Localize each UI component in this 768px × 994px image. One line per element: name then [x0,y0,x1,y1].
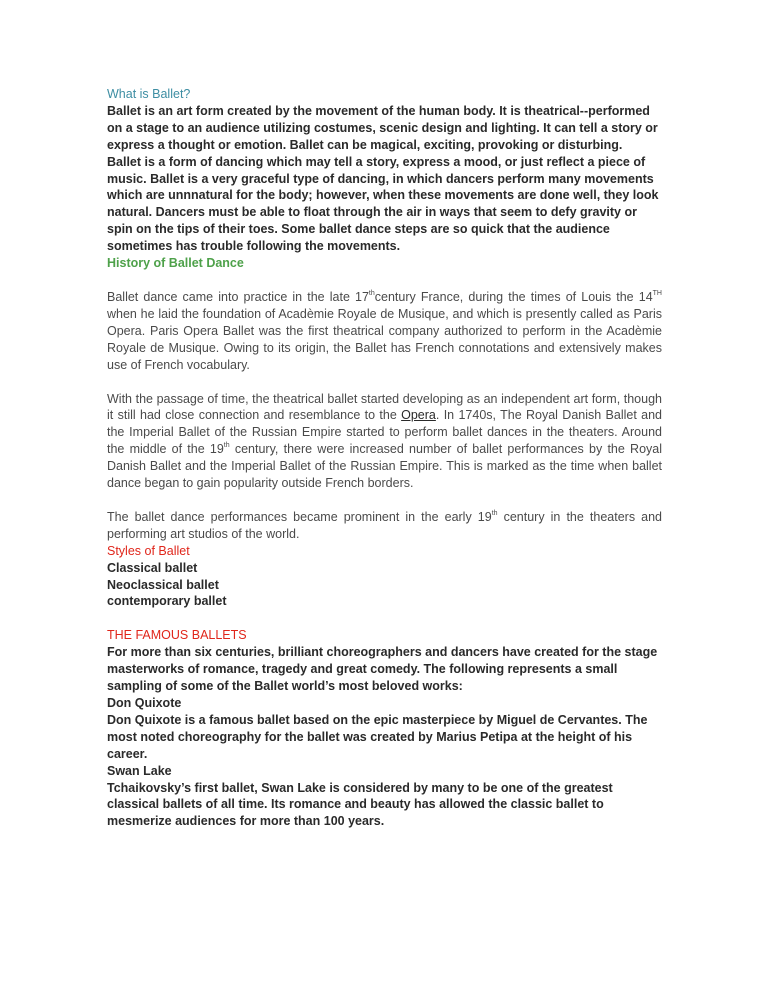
history-p1-text-b: century France, during the times of Louis the 14 [374,289,653,304]
swan-lake-title: Swan Lake [107,763,172,778]
history-p2-text-a: With the passage of time, the theatrical ballet started developing as an independent art form, though it still had close connection and resemblance to the [107,391,662,423]
styles-heading: Styles of Ballet [107,543,190,558]
style-item: Classical ballet [107,560,198,575]
what-is-ballet-heading: What is Ballet? [107,87,191,101]
style-item: Neoclassical ballet [107,577,219,592]
history-heading: History of Ballet Dance [107,256,244,271]
history-p2-text-c: century, there were increased number of ballet performances by the Royal Danish Ballet and the Imperial Ballet of the Russian Empire. This is marked as the time when ballet dance began to gain popularity outside French borders. [107,442,663,491]
what-is-ballet-paragraph-1: Ballet is an art form created by the movement of the human body. It is theatrical--performed on a stage to an audience utilizing costumes, scenic design and lighting. It can tell a story or express a thought or emotion. Ballet can be magical, exciting, provoking or disturbing. [107,103,658,152]
history-p1-text-a: Ballet dance came into practice in the late 17 [107,289,369,304]
spacer [107,374,662,391]
don-quixote-text: Don Quixote is a famous ballet based on the epic masterpiece by Miguel de Cervantes. The most noted choreography for the ballet was created by Marius Petipa at the height of his career. [107,712,648,761]
superscript: TH [652,289,662,297]
superscript: th [223,442,230,450]
swan-lake-text: Tchaikovsky’s first ballet, Swan Lake is considered by many to be one of the greatest classical ballets of all time. Its romance and beauty has allowed the classic ballet to mesmerize audiences for more than 100 years. [107,780,613,829]
spacer [107,492,662,509]
history-paragraph-2 [107,391,662,492]
style-item: contemporary ballet [107,594,227,609]
spacer [107,272,662,289]
document-body [107,86,662,830]
opera-link[interactable]: Opera [401,408,436,423]
history-p2-text-b: . In 1740s, The Royal Danish Ballet and the Imperial Ballet of the Russian Empire started to perform ballet dances in the theaters. Around the middle of the 19 [107,408,663,457]
famous-ballets-intro: For more than six centuries, brilliant choreographers and dancers have created for the stage masterworks of romance, tragedy and great comedy. The following represents a small sampling of some of the Ballet world’s most beloved works: [107,645,658,694]
superscript: th [491,509,498,517]
history-p3-text-b: century in the theaters and performing art studios of the world. [107,509,662,541]
history-p3-text-a: The ballet dance performances became prominent in the early 19 [107,509,492,524]
history-paragraph-3 [107,509,662,543]
history-p1-text-c: when he laid the foundation of Acadèmie Royale de Musique, and which is presently called as Paris Opera. Paris Opera Ballet was the first theatrical company authorized to perform in the Acadèmie Royale de Musique. Owing to its origin, the Ballet has French connotations and extensively makes use of French vocabulary. [107,306,662,372]
superscript: th [368,289,375,297]
famous-ballets-heading: THE FAMOUS BALLETS [107,628,247,643]
history-paragraph-1 [107,289,662,374]
what-is-ballet-paragraph-2: Ballet is a form of dancing which may tell a story, express a mood, or just reflect a piece of music. Ballet is a very graceful type of dancing, in which dancers perform many movements which are unnnatural for the body; however, when these movements are done well, they look natural. Dancers must be able to float through the air in ways that seem to defy gravity or spin on the tips of their toes. Some ballet dance steps are so quick that the audience sometimes has trouble following the movements. [107,154,659,254]
spacer [107,610,662,627]
don-quixote-title: Don Quixote [107,696,182,710]
